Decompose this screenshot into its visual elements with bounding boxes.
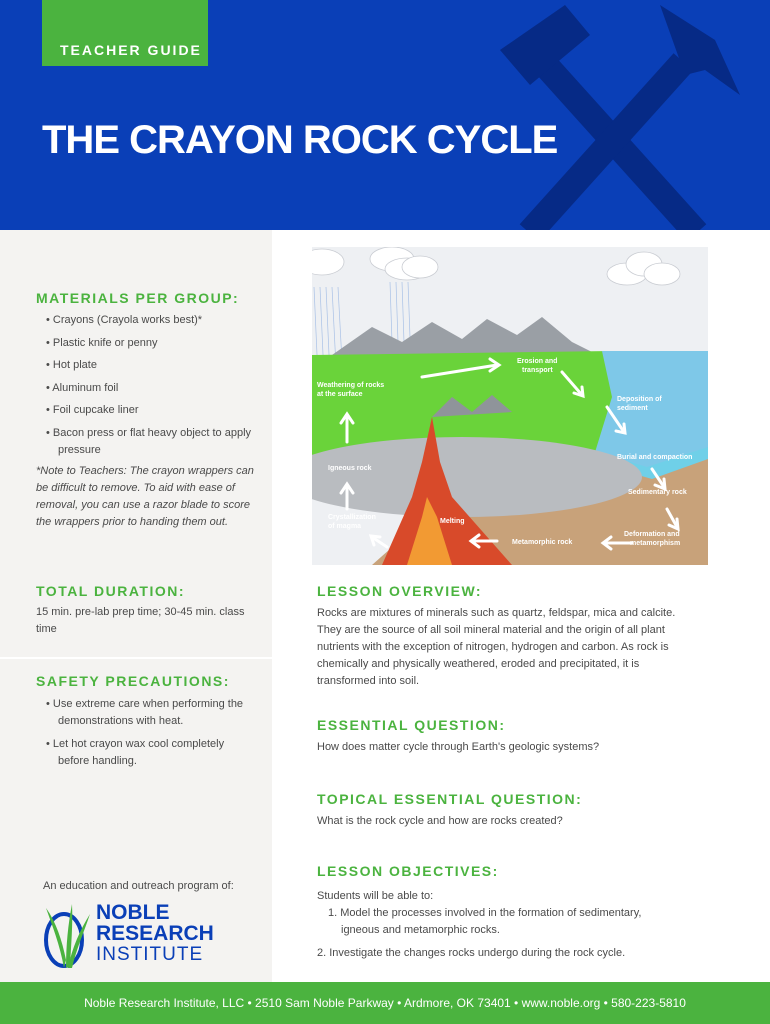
essential-heading: ESSENTIAL QUESTION:: [317, 717, 506, 733]
objectives-section: [317, 863, 677, 962]
list-item: • Let hot crayon wax cool completely before handling.: [46, 738, 225, 767]
materials-list: [46, 312, 266, 464]
label-weathering: Weathering of rocks at the surface: [317, 382, 385, 398]
list-item: • Aluminum foil: [46, 381, 119, 394]
rock-cycle-diagram: [312, 247, 708, 565]
divider: [0, 657, 272, 659]
crossed-hammers-icon: [460, 0, 760, 230]
safety-heading: SAFETY PRECAUTIONS:: [36, 673, 230, 689]
label-crystallization: Crystallization of magma: [328, 514, 376, 530]
label-igneous: Igneous rock: [328, 465, 372, 472]
page-title: THE CRAYON ROCK CYCLE: [42, 118, 558, 162]
materials-heading: MATERIALS PER GROUP:: [36, 290, 240, 306]
list-item: • Foil cupcake liner: [46, 404, 139, 416]
label-melting: Melting: [440, 518, 465, 525]
safety-list: [46, 696, 256, 776]
list-item: • Hot plate: [46, 359, 97, 371]
label-deformation: Deformation and metamorphism: [624, 531, 681, 547]
duration-text: 15 min. pre-lab prep time; 30-45 min. class time: [36, 606, 245, 635]
teacher-note: *Note to Teachers: The crayon wrappers can be difficult to remove. To aid with ease of removal, you can use a razor blade to score the wrappers prior to handing them out.: [36, 465, 254, 528]
footer-bar: Noble Research Institute, LLC • 2510 Sam Noble Parkway • Ardmore, OK 73401 • www.noble.org • 580-223-5810: [0, 982, 770, 1024]
overview-heading: LESSON OVERVIEW:: [317, 583, 483, 599]
overview-section: [317, 583, 677, 690]
list-item: 2. Investigate the changes rocks undergo during the rock cycle.: [317, 947, 626, 959]
list-item: • Crayons (Crayola works best)*: [46, 314, 203, 326]
topical-heading: TOPICAL ESSENTIAL QUESTION:: [317, 791, 583, 807]
topical-section: [317, 791, 677, 830]
duration-heading: TOTAL DURATION:: [36, 583, 186, 599]
label-burial: Burial and compaction: [617, 454, 693, 461]
label-sedimentary: Sedimentary rock: [628, 489, 687, 496]
logo-line-noble: NOBLE: [96, 901, 170, 924]
objectives-heading: LESSON OBJECTIVES:: [317, 863, 499, 879]
logo-line-institute: INSTITUTE: [96, 944, 204, 965]
essential-text: How does matter cycle through Earth's geologic systems?: [317, 741, 600, 753]
objectives-intro: Students will be able to:: [317, 890, 434, 902]
logo-line-research: RESEARCH: [96, 922, 214, 945]
label-erosion: Erosion and transport: [517, 358, 558, 374]
topical-text: What is the rock cycle and how are rocks created?: [317, 815, 563, 827]
list-item: • Use extreme care when performing the demonstrations with heat.: [46, 698, 244, 727]
list-item: • Bacon press or flat heavy object to apply pressure: [46, 426, 252, 456]
grass-logo-icon: [42, 900, 94, 972]
label-deposition: Deposition of sediment: [617, 396, 662, 412]
list-item: 1. Model the processes involved in the formation of sedimentary, igneous and metamorphic rocks.: [328, 907, 642, 936]
overview-text: Rocks are mixtures of minerals such as quartz, feldspar, mica and calcite. They are the source of all soil mineral material and the origin of all plant nutrients with the exception of nitrogen, hydrogen and carbon. As rock is chemically and physically weathered, eroded and precipitated, it is transformed into soil.: [317, 607, 676, 687]
noble-logo: [42, 900, 242, 972]
teacher-guide-tag: TEACHER GUIDE: [42, 0, 208, 66]
label-metamorphic: Metamorphic rock: [512, 539, 573, 546]
program-text: An education and outreach program of:: [43, 880, 234, 892]
list-item: • Plastic knife or penny: [46, 336, 158, 349]
essential-section: [317, 717, 677, 756]
header-banner: [0, 0, 770, 230]
